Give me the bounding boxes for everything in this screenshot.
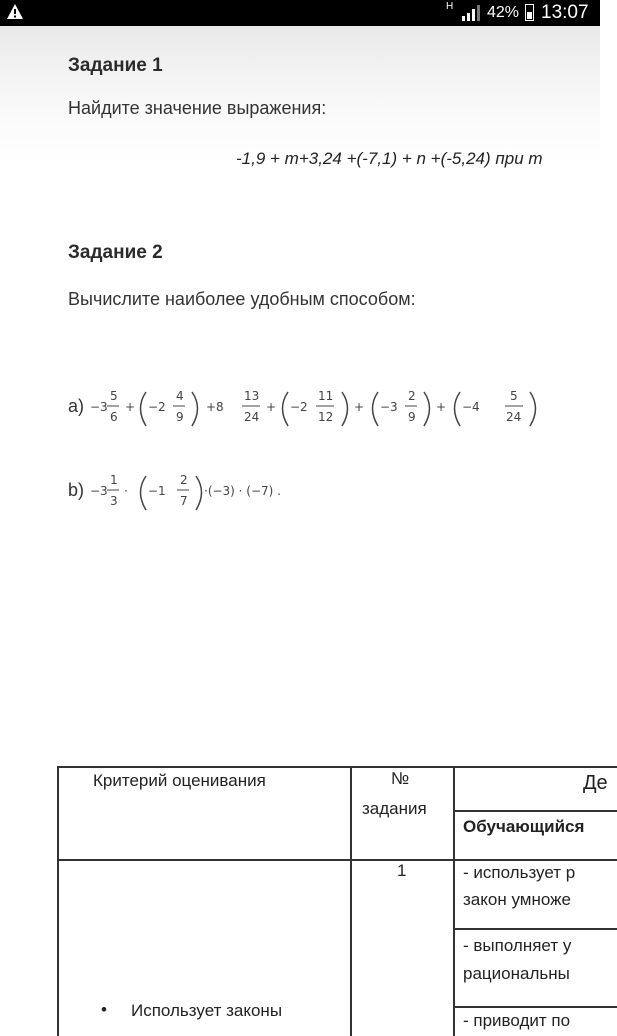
a-den-3: 24: [244, 410, 260, 424]
a-plus-1: +: [125, 400, 136, 414]
b-den-2: 7: [180, 494, 188, 508]
a-whole-2: −2: [148, 400, 166, 414]
b-num-1: 1: [110, 473, 118, 487]
network-type-label: H: [446, 1, 454, 12]
a-plus-2: +: [266, 400, 277, 414]
a-num-2: 4: [176, 389, 184, 403]
task1-expression: -1,9 + m+3,24 +(-7,1) + n +(-5,24) при m: [236, 149, 543, 168]
b-tail: ·(−3) · (−7) .: [204, 484, 281, 498]
b-den-1: 3: [110, 494, 118, 508]
row1-descriptor-2-line-2: рациональны: [463, 964, 570, 983]
page-top-shade: [0, 26, 600, 166]
a-plus-8: +8: [206, 400, 224, 414]
clock: 13:07: [541, 2, 589, 23]
a-num-4: 11: [318, 389, 334, 403]
a-whole-4: −2: [290, 400, 308, 414]
a-num-1: 5: [110, 389, 118, 403]
header-student: Обучающийся: [463, 817, 585, 836]
row1-descriptor-2-line-1: - выполняет у: [463, 936, 572, 955]
battery-icon: [525, 4, 534, 21]
item-b-label: b): [68, 480, 85, 500]
header-task-number-symbol: №: [391, 769, 410, 788]
a-num-5: 2: [408, 389, 416, 403]
task1-title: Задание 1: [68, 55, 163, 76]
battery-percent: 42%: [487, 4, 520, 21]
warning-icon: [6, 3, 24, 25]
signal-strength-icon: [462, 5, 480, 26]
task2-title: Задание 2: [68, 242, 163, 263]
row1-task-number: 1: [397, 861, 407, 880]
assessment-table: [57, 766, 617, 1036]
row1-descriptor-1-line-1: - использует р: [463, 863, 576, 882]
item-a-expression: [88, 380, 558, 440]
a-num-3: 13: [244, 389, 260, 403]
status-bar: [0, 0, 600, 26]
criterion-text: Использует законы: [131, 1001, 283, 1020]
a-den-1: 6: [110, 410, 118, 424]
a-whole-1: −3: [90, 400, 108, 414]
a-plus-4: +: [436, 400, 447, 414]
task1-instruction: Найдите значение выражения:: [68, 98, 327, 118]
row1-descriptor-3-line-1: - приводит по: [463, 1011, 571, 1030]
a-den-5: 9: [408, 410, 416, 424]
a-plus-3: +: [354, 400, 365, 414]
a-whole-6: −4: [462, 400, 480, 414]
a-den-6: 24: [506, 410, 522, 424]
b-whole-1: −3: [90, 484, 108, 498]
header-criterion: Критерий оценивания: [93, 771, 266, 790]
b-dot-1: ·: [124, 484, 128, 498]
a-num-6: 5: [510, 389, 518, 403]
b-whole-2: −1: [148, 484, 166, 498]
task2-instruction: Вычислите наиболее удобным способом:: [68, 289, 416, 309]
row1-descriptor-1-line-2: закон умноже: [463, 890, 571, 909]
criterion-bullet-icon: •: [101, 1000, 107, 1019]
b-num-2: 2: [180, 473, 188, 487]
a-whole-5: −3: [380, 400, 398, 414]
header-descriptor: Де: [583, 772, 608, 794]
item-a-label: a): [68, 396, 85, 416]
a-den-4: 12: [318, 410, 334, 424]
header-task-number-word: задания: [362, 799, 427, 818]
a-den-2: 9: [176, 410, 184, 424]
item-b-expression: [88, 464, 348, 524]
